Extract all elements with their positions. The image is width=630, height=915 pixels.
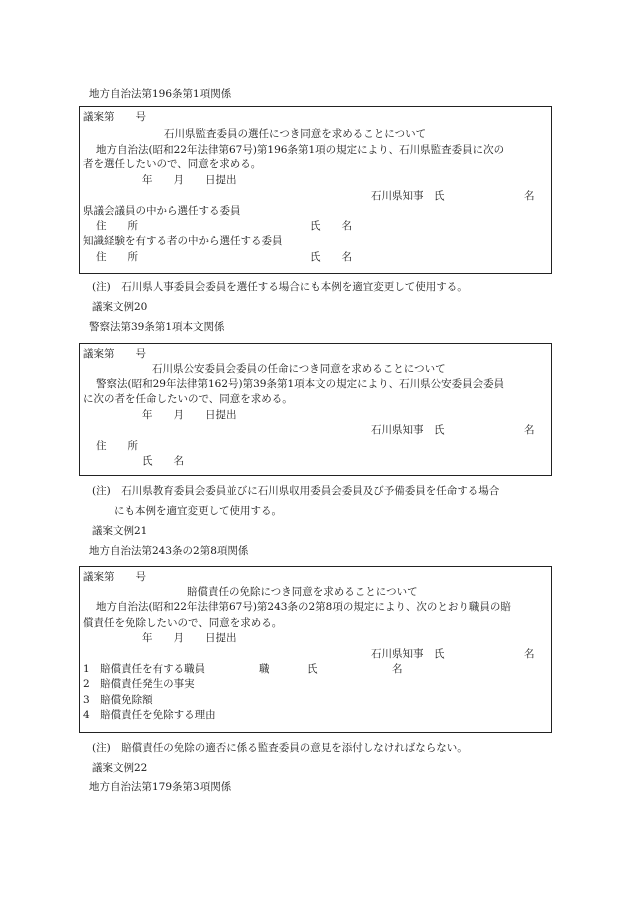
list-item: 3 賠償免除額 [83,694,153,706]
name-label: 氏 名 [310,220,352,232]
member-category: 知識経験を有する者の中から選任する委員 [83,235,283,247]
address-label: 住 所 [96,220,138,232]
example-number: 議案文例20 [92,301,148,313]
bill-body-line: 地方自治法(昭和22年法律第67号)第196条第1項の規定により、石川県監査委員に次の [96,144,505,156]
bill-body-line: 償責任を免除したいので、同意を求める。 [83,617,283,629]
bill-body-line: 警察法(昭和29年法律第162号)第39条第1項本文の規定により、石川県公安委員会委員 [96,378,505,390]
list-item: 4 賠償責任を免除する理由 [83,709,216,721]
bill-box [79,343,552,476]
governor-name-suffix: 名 [524,424,535,436]
note-continuation: にも本例を適宜変更して使用する。 [114,505,282,517]
example-number: 議案文例22 [92,762,148,774]
governor-name: 石川県知事 氏 [371,190,445,202]
note: (注) 石川県人事委員会委員を選任する場合にも本例を適宜変更して使用する。 [92,281,468,293]
governor-name: 石川県知事 氏 [371,648,445,660]
address-label: 住 所 [96,251,138,263]
list-item: 1 賠償責任を有する職員 [83,663,206,675]
bill-title: 石川県監査委員の選任につき同意を求めることについて [164,128,427,140]
bill-body-line: 者を選任したいので、同意を求める。 [83,158,262,170]
name-label: 氏 名 [142,455,184,467]
governor-name-suffix: 名 [524,648,535,660]
name-label-suffix: 名 [392,663,403,675]
address-label: 住 所 [96,440,138,452]
section-heading: 地方自治法第179条第3項関係 [89,781,232,793]
bill-number: 議案第 号 [83,571,146,583]
submission-date: 年 月 日提出 [142,174,237,186]
name-label: 氏 名 [310,251,352,263]
member-category: 県議会議員の中から選任する委員 [83,205,241,217]
governor-name: 石川県知事 氏 [371,424,445,436]
section-heading: 警察法第39条第1項本文関係 [89,321,225,333]
submission-date: 年 月 日提出 [142,632,237,644]
section-heading: 地方自治法第196条第1項関係 [89,88,232,100]
bill-title: 石川県公安委員会委員の任命につき同意を求めることについて [152,363,446,375]
bill-body-line: に次の者を任命したいので、同意を求める。 [83,393,293,405]
example-number: 議案文例21 [92,525,148,537]
note: (注) 賠償責任の免除の適否に係る監査委員の意見を添付しなければならない。 [92,742,468,754]
name-label: 氏 [307,663,318,675]
bill-box [79,106,552,274]
bill-title: 賠償責任の免除につき同意を求めることについて [187,586,418,598]
section-heading: 地方自治法第243条の2第8項関係 [89,545,249,557]
bill-box [79,566,552,733]
governor-name-suffix: 名 [524,190,535,202]
bill-body-line: 地方自治法(昭和22年法律第67号)第243条の2第8項の規定により、次のとおり職員の賠 [96,601,511,613]
position-label: 職 [259,663,270,675]
bill-number: 議案第 号 [83,111,146,123]
list-item: 2 賠償責任発生の事実 [83,678,195,690]
submission-date: 年 月 日提出 [142,409,237,421]
note: (注) 石川県教育委員会委員並びに石川県収用委員会委員及び予備委員を任命する場合 [92,485,500,497]
bill-number: 議案第 号 [83,348,146,360]
